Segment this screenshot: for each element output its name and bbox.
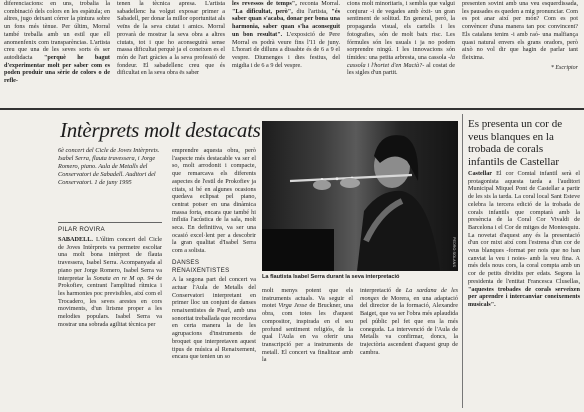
top-column-4: cions molt minoritaris, i sembla que valgui conjurar -i de vegades amb èxit- un gran sentiment de solitud. En general, però, la propaganda visual, els cartells i les fotografies, són de molt baix risc. Les fórmules són les usuals i ja no podem sorprendre ningú. I les innovacions són tímides: una petita arbresta, una cassola -la cassola i l'hortet d'en Macià?- al costat de les sigles d'un partit. <box>347 0 455 77</box>
top-column-2: tenen la tècnica apresa. L'artista sabadellenc ha volgut exposar primer a Sabadell, per donar la millor oportunitat als veïns de la seva ciutat i amics. Morral provarà de mostrar la seva obra a altres ciutats, tot i que ho aconseguirà sense massa dificultat perquè ja el coneixen es el món de l'art gràcies a la seva professió de fondeur. El sabadellenc creu que és dificultat en la seva obra ës saber <box>117 0 225 77</box>
article-column-1: SABADELL. L'últim concert del Cicle de Joves Intèrprets va permetre escoltar una molt bona intèrpret de flauta travessera, Isabel Serra. Acompanyada al piano per Jorge Romero, Isabel Serra va interpretar la Sonata en re M op. 94 de Prokofiev, centrant l'amplitud rítmica i les harmonies poc previsibles, així com el Trocadero, les seves arestes en cors moviments, d'un lirisme proper a les melodies populars. Isabel Serra va mostrar una sobrada agilitat tècnica per <box>58 236 162 328</box>
author-signature: * Escriptor <box>550 64 578 71</box>
article-headline: Intèrprets molt destacats <box>60 118 261 142</box>
concert-info: 6è concert del Cicle de Joves Intèrprets. Isabel Serra, flauta travessera, i Jorge Romero, piano. Aula de Metalls del Conservatori de Sabadell. Auditori del Conservatori. 1 de juny 1995 <box>58 147 160 186</box>
article-column-2: emprendre aquesta obra, però l'aspecte més destacable va ser el so, molt arrodonit i compacte, que remarcava els diferents aspectes de l'estil de Prokofiev ja citats, si bé en algunes ocasions quedava eclipsat pel piano, centrat potser en una dinàmica massa forta, encara que també hi influïa l'acústica de la sala, molt seca. En definitiva, va ser una ocasió excel·lent per a descobrir la gran qualitat d'Isabel Serra com a solista. DANSES RENAIXENTISTES A la segona part del concert va actuar l'Aula de Metalls del Conservatori interpretant en primer lloc un conjunt de danses renaixentistes de Pearl, amb una sonoritat treballada que recordava en certa manera la de les agrupacions d'instruments de broquet que interpretaven aquest tipus de música al Renaixement, encara que tenien un so <box>172 147 256 361</box>
photo-credit: PEDRO SOLANS <box>452 237 456 267</box>
byline-rule <box>58 222 162 223</box>
top-col1-bold: "perquè he bagut d'experimentar molt per saber com es poden produir una sèrie de colors o de refle- <box>4 53 110 85</box>
top-column-1: diferenciacions: en uns, trobalia la combinació dels colors en les espàtula; en altres, jugo deixant córrer la pintura sobre un fons més tènue. Per últim, Morral també treballa amb un estil que ell anomenfenix com transparèncias. L'artista creu que una de les seves sorts és ser autodidacta "perquè he bagut d'experimentar molt per saber com es poden produir una sèrie de colors o de refle- <box>4 0 110 85</box>
flutist-photo <box>262 121 458 271</box>
top-column-3: les revessos de temps", reconta Morral. "La dificultat, però", diu l'artista, "és saber quan s'acaba, donar per bona una harmonia, saber quan s'ha aconseguit un bon resultat". L'exposició de Pere Morral es podrà veure fins l'11 de juny. L'horari de dilluns a dissabte és de 6 a 9 el vespre. Diumenges i dies festius, del migdia i de 6 a 9 del vespre. <box>232 0 340 69</box>
article-column-4: interpretació de La sardana de les monges de Morera, en una adaptació del director de la formació, Alexandre Baiget, que va ser l'obra més aplaudida pel públic pel fet que era la més coneguda. La intervenció de l'Aula de Metalls va confirmar, doncs, la trajectòria ascendent d'aquest grup de cambra. <box>360 287 458 356</box>
top-column-5: presenten sovint amb una veu esquerdissada, les pausades es queden a mig pronunciar. Com es pot anar així per món? Com es pot convèncer d'una manera tan poc convincent? Els catalans tenim -i amb raó- una malfiança quasi natural envers els grans oradors, però això no vol dir que hagin de parlar tant fleixima. * Escriptor <box>462 0 578 71</box>
flutist-illustration <box>262 121 458 271</box>
byline: PILAR ROVIRA <box>58 226 105 233</box>
sidebar-divider <box>462 114 463 408</box>
sidebar-body: Castellar El cor Comtal infantil serà el protagonista aquesta tarda a l'auditori Municipal Miquel Pont de Castellar a partir de les sis la tarda. La coral local Sant Esteve celebra la tercera edició de la trobada de corals infantils que comptarà amb la presència de la Coral Cor Vivaldi de Barcelona i el Cor de mitges de Montesquiu. La novetat d'aquest any és la presentació d'un cor mixt així com l'estrena d'un cor de veus blanques -format per nois que no han canviat la veu i noies- amb la veu fina. A més dels nous cors, la coral compta amb un cor de petits dividits per edats. Segons la presidenta de l'entitat Francesca Clusellas, "aquestes trobades de corals serveixen per aprendre i intercanviar coneixements musicals". <box>468 170 580 308</box>
sidebar-headline: Es presenta un cor de veus blanques en la trobada de corals infantils de Castellar <box>468 118 563 168</box>
article-subhead: DANSES RENAIXENTISTES <box>172 258 230 274</box>
photo-caption: La flautista Isabel Serra durant la seva interpretació <box>262 274 400 280</box>
article-column-3: molt menys potent que els instruments actuals. Va seguir el motet Virga Jesse de Bruckner, una obra, com totes les d'aquest compositor, inspirada en el seu profund sentiment religiós, de la qual l'Aula en va oferir una transcripció per a instruments de metall. El concert va finalitzar amb la <box>262 287 353 364</box>
section-divider <box>0 108 584 110</box>
